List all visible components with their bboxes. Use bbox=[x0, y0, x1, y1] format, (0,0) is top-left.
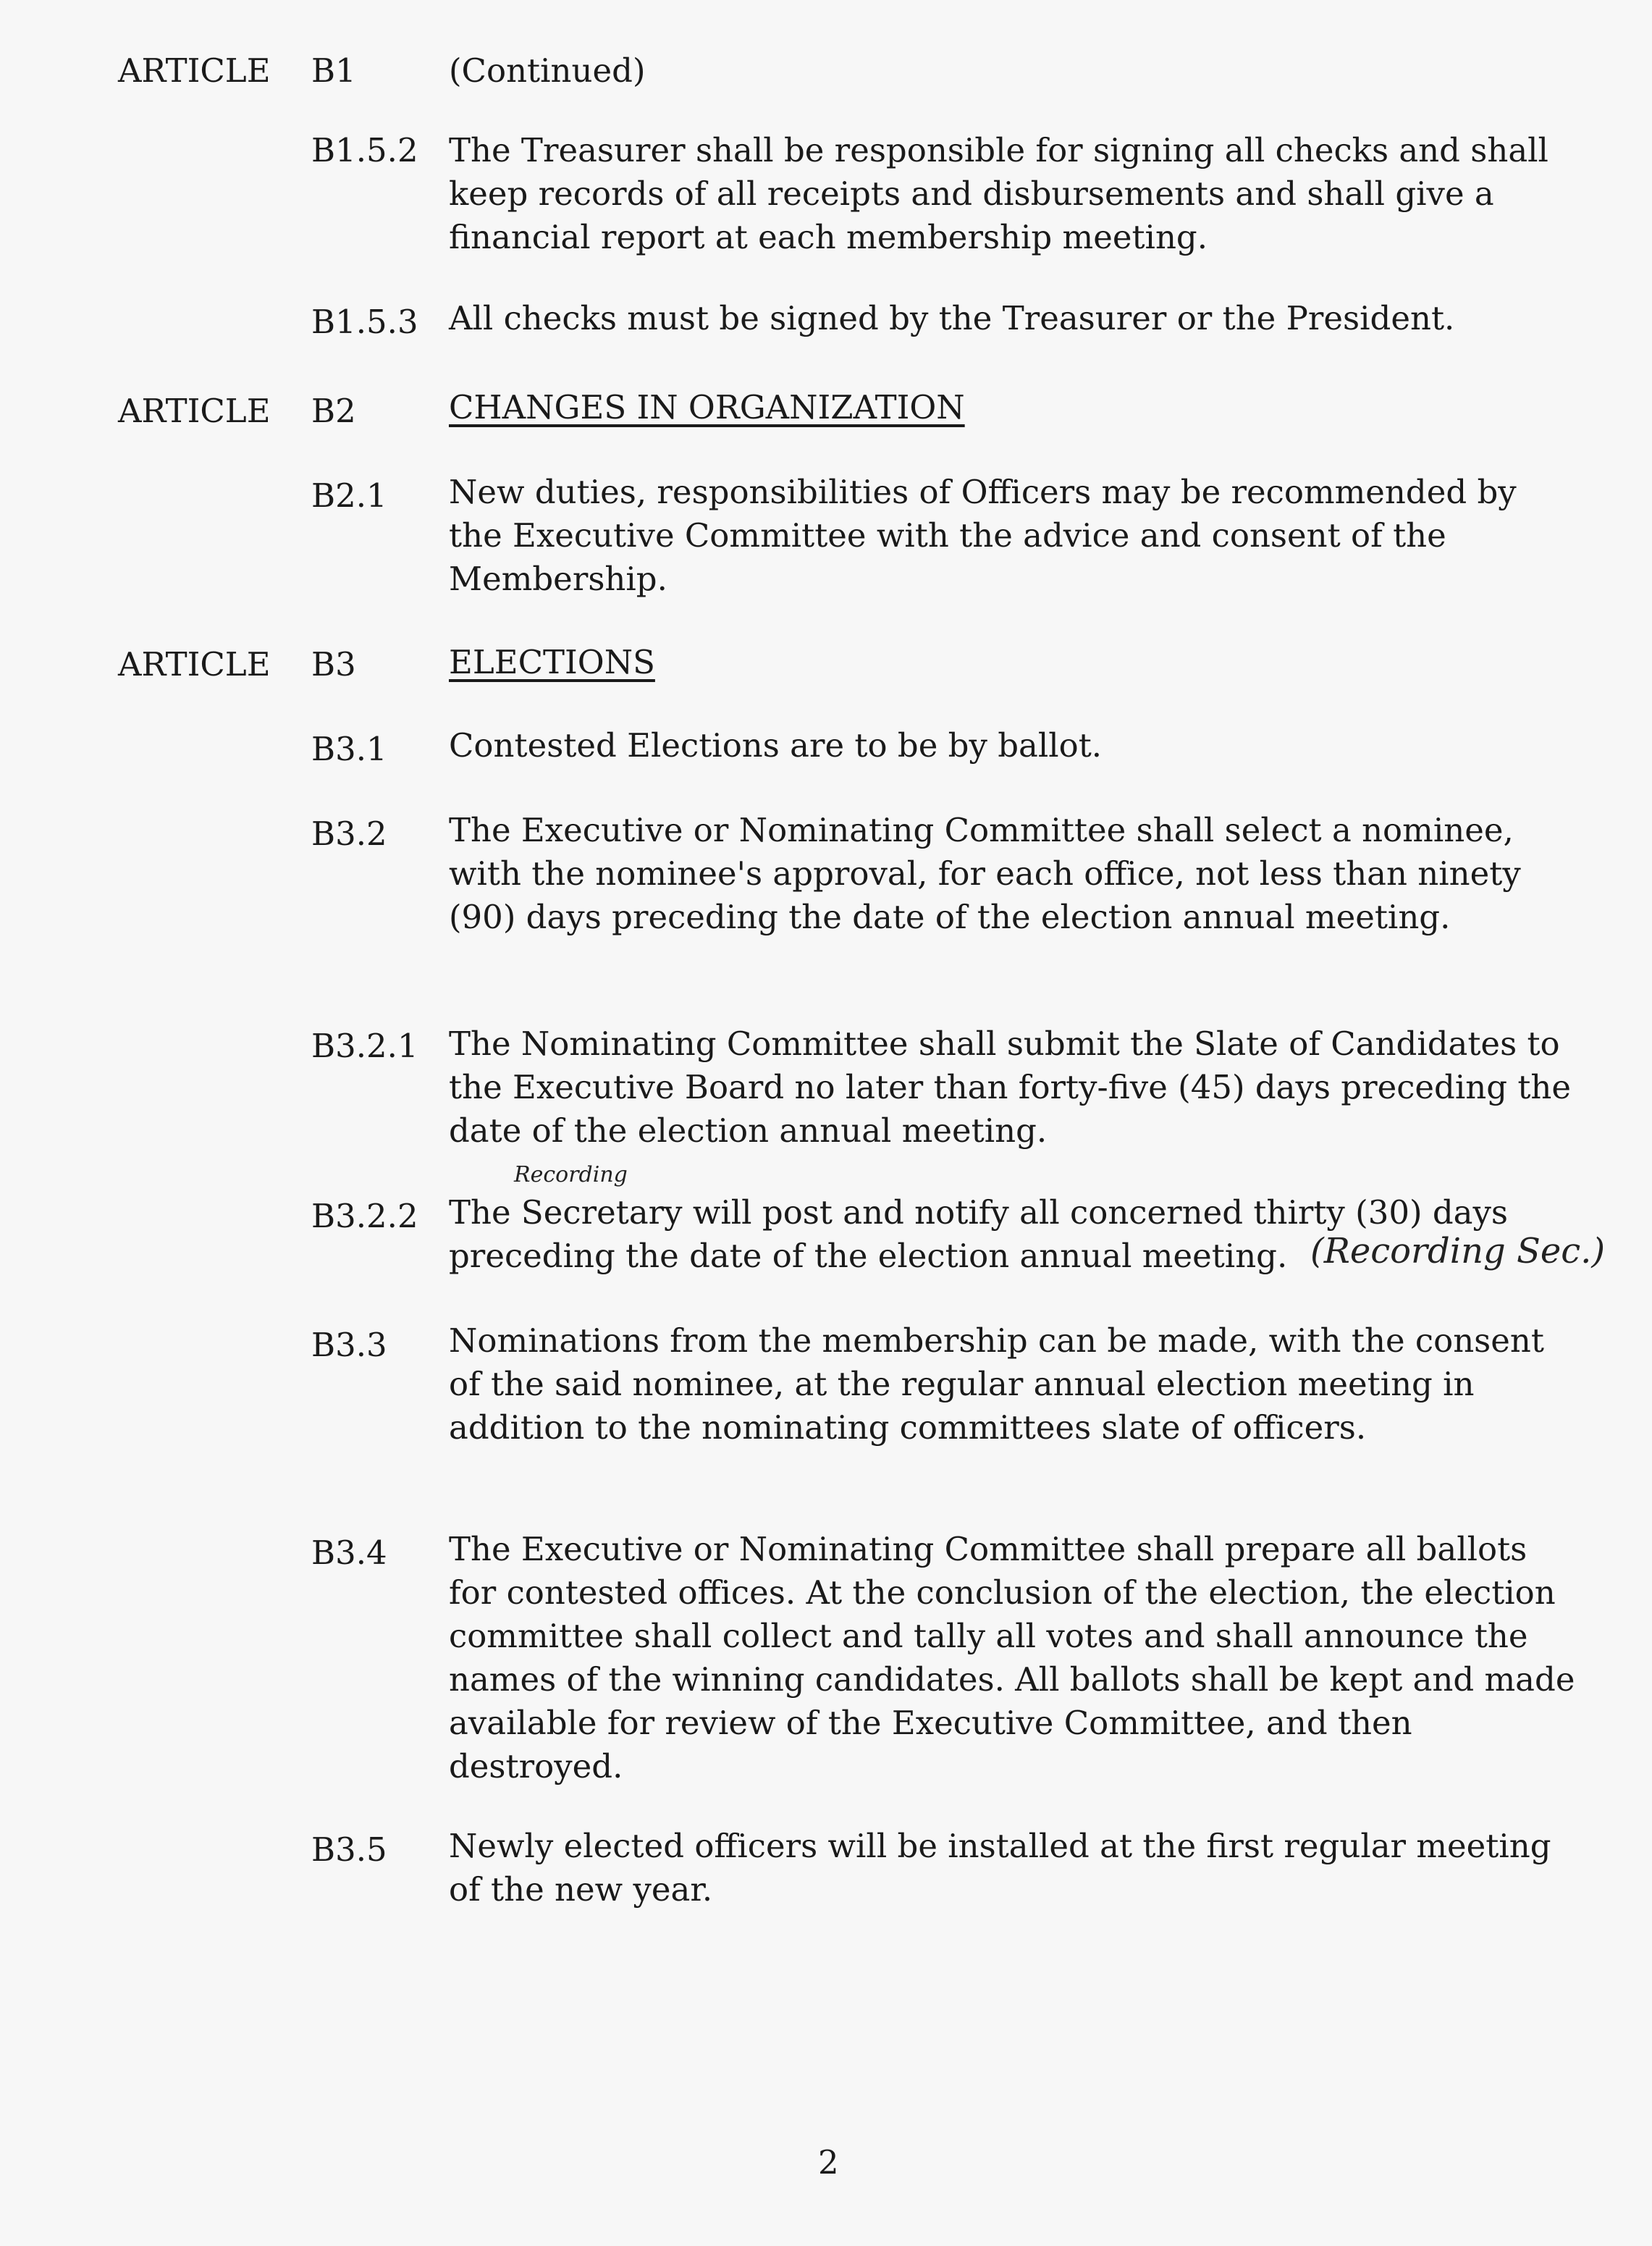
section-text: Nominations from the membership can be made, with the consent of the said nominee, at the regular annual election meeting in addition to the nominating committees slate of officers. bbox=[449, 1321, 1544, 1447]
section-code: B3.2.2 bbox=[311, 1197, 418, 1235]
section-text: The Nominating Committee shall submit the Slate of Candidates to the Executive Board no later than forty-five (45) days preceding the date of the election annual meeting. bbox=[449, 1025, 1572, 1150]
section-text: The Executive or Nominating Committee shall prepare all ballots for contested offices. At the conclusion of the election, the election committee shall collect and tally all votes and shall announce the names of the winning candidates. All ballots shall be kept and made available for review of the Executive Committee, and then destroyed. bbox=[449, 1530, 1575, 1786]
section-text: The Treasurer shall be responsible for signing all checks and shall keep records of all receipts and disbursements and shall give a financial report at each membership meeting. bbox=[449, 131, 1548, 256]
page-number: 2 bbox=[818, 2143, 839, 2182]
section-code: B3.2.1 bbox=[311, 1027, 418, 1065]
section-code: B1.5.2 bbox=[311, 131, 418, 169]
section-code: B3.2 bbox=[311, 815, 387, 853]
article-b1-heading: (Continued) bbox=[449, 51, 646, 90]
section-code: B3.5 bbox=[311, 1830, 387, 1869]
handwritten-insert: Recording bbox=[514, 1162, 628, 1187]
section-text: The Secretary will post and notify all concerned thirty (30) days preceding the date of the election annual meeting. bbox=[449, 1193, 1508, 1275]
section-text: Newly elected officers will be installed at the first regular meeting of the new year. bbox=[449, 1827, 1551, 1909]
article-b2-code: B2 bbox=[311, 392, 356, 430]
section-code: B3.1 bbox=[311, 730, 387, 768]
section-text: All checks must be signed by the Treasurer or the President. bbox=[449, 299, 1455, 337]
article-b3-code: B3 bbox=[311, 645, 356, 684]
article-b1-label: ARTICLE bbox=[118, 51, 271, 90]
section-code: B3.4 bbox=[311, 1534, 387, 1572]
section-text: The Executive or Nominating Committee shall select a nominee, with the nominee's approval, for each office, not less than ninety (90) days preceding the date of the election annual meeting. bbox=[449, 811, 1521, 936]
section-code: B3.3 bbox=[311, 1326, 387, 1364]
handwritten-margin-note: (Recording Sec.) bbox=[1310, 1231, 1606, 1271]
article-b2-label: ARTICLE bbox=[118, 392, 271, 430]
section-code: B2.1 bbox=[311, 476, 387, 515]
article-b2-heading: CHANGES IN ORGANIZATION bbox=[449, 388, 965, 426]
article-b3-label: ARTICLE bbox=[118, 645, 271, 684]
article-b1-code: B1 bbox=[311, 51, 356, 90]
section-code: B1.5.3 bbox=[311, 303, 418, 341]
article-b3-heading: ELECTIONS bbox=[449, 643, 655, 681]
section-text: Contested Elections are to be by ballot. bbox=[449, 726, 1103, 765]
section-text: New duties, responsibilities of Officers may be recommended by the Executive Committee with the advice and consent of the Membership. bbox=[449, 473, 1517, 598]
